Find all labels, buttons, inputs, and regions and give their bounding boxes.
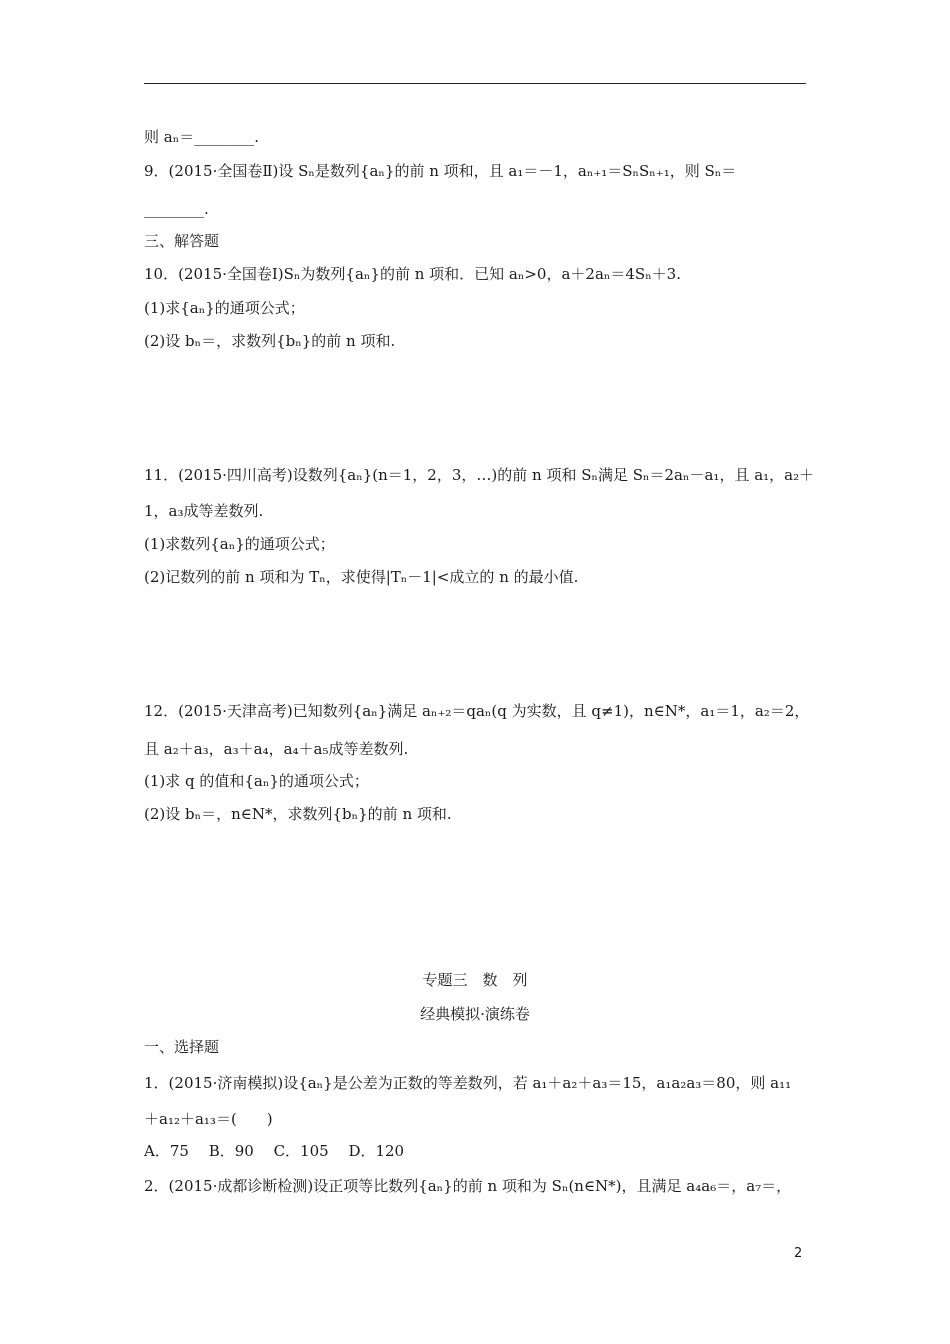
text-line: (2)设 bₙ＝，n∈N*，求数列{bₙ}的前 n 项和. [144,805,452,823]
question-12: 12．(2015·天津高考)已知数列{aₙ}满足 aₙ₊₂＝qaₙ(q 为实数，且 q≠1)，n∈N*，a₁＝1，a₂＝2， [144,702,810,720]
question-10: 10．(2015·全国卷Ⅰ)Sₙ为数列{aₙ}的前 n 项和．已知 aₙ>0，a＋2aₙ＝4Sₙ＋3. [144,265,681,283]
text-line: (1)求{aₙ}的通项公式； [144,299,305,317]
section-subtitle: 经典模拟·演练卷 [420,1005,530,1023]
text-line: (2)设 bₙ＝，求数列{bₙ}的前 n 项和. [144,332,396,350]
page-number: 2 [794,1246,803,1261]
header-rule [144,83,806,84]
text-line: (1)求 q 的值和{aₙ}的通项公式； [144,772,369,790]
section-heading: 三、解答题 [144,232,220,250]
question-11: 11．(2015·四川高考)设数列{aₙ}(n＝1，2，3，…)的前 n 项和 Sₙ满足 Sₙ＝2aₙ－a₁，且 a₁，a₂＋ [144,466,815,484]
text-line: 1，a₃成等差数列. [144,502,264,520]
text-line: (2)记数列的前 n 项和为 Tₙ，求使得|Tₙ－1|<成立的 n 的最小值. [144,568,579,586]
text-line: 且 a₂＋a₃，a₃＋a₄，a₄＋a₅成等差数列. [144,740,409,758]
question-2: 2．(2015·成都诊断检测)设正项等比数列{aₙ}的前 n 项和为 Sₙ(n∈N*)，且满足 a₄a₆＝，a₇＝， [144,1177,792,1195]
answer-options: A．75 B．90 C．105 D．120 [144,1142,405,1160]
text-line: ________. [144,200,209,218]
question-1: 1．(2015·济南模拟)设{aₙ}是公差为正数的等差数列，若 a₁＋a₂＋a₃＝15，a₁a₂a₃＝80，则 a₁₁ [144,1074,792,1092]
section-title: 专题三 数 列 [422,971,528,989]
text-line: ＋a₁₂＋a₁₃＝( ) [144,1110,273,1128]
text-line: 则 aₙ＝________. [144,128,259,146]
text-line: (1)求数列{aₙ}的通项公式； [144,535,335,553]
question-9: 9．(2015·全国卷Ⅱ)设 Sₙ是数列{aₙ}的前 n 项和，且 a₁＝－1，aₙ₊₁＝SₙSₙ₊₁，则 Sₙ＝ [144,162,737,180]
section-heading: 一、选择题 [144,1038,220,1056]
